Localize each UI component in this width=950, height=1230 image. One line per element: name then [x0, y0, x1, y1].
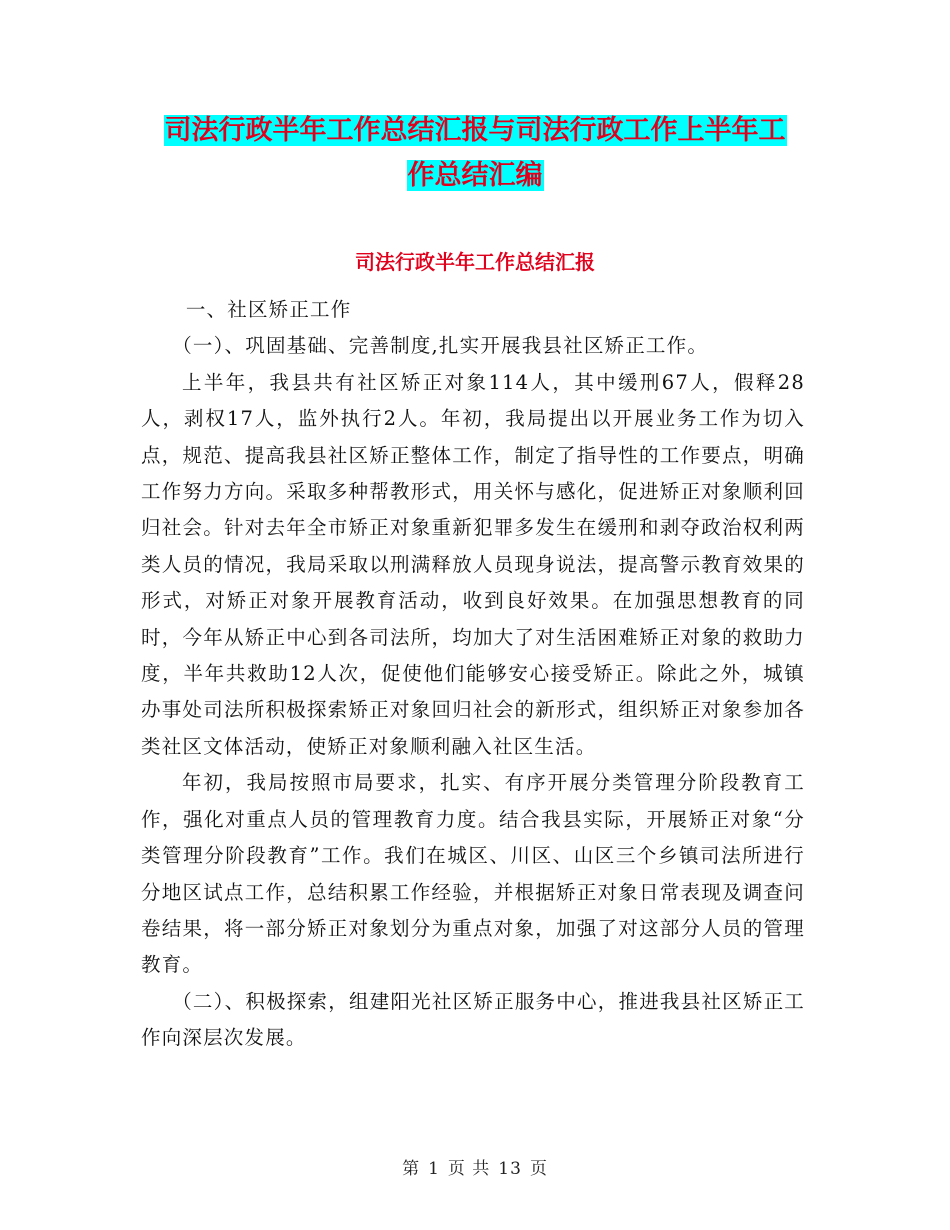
section-title: 司法行政半年工作总结汇报 [355, 250, 595, 274]
page-total: 13 [498, 1159, 522, 1179]
subheading-two: （二）、积极探索，组建阳光社区矫正服务中心，推进我县社区矫正工作向深层次发展。 [141, 989, 805, 1050]
document-title-line2: 作总结汇编 [407, 160, 543, 191]
document-title [140, 108, 810, 198]
heading-community-correction: 一、社区矫正工作 [185, 298, 352, 321]
document-title-line1: 司法行政半年工作总结汇报与司法行政工作上半年工 [164, 115, 786, 146]
paragraph: 年初，我局按照市局要求，扎实、有序开展分类管理分阶段教育工作，强化对重点人员的管理教育力度。结合我县实际，开展矫正对象“分类管理分阶段教育”工作。我们在城区、川区、山区三个乡镇司法所进行分地区试点工作，总结积累工作经验，并根据矫正对象日常表现及调查问卷结果，将一部分矫正对象划分为重点对象，加强了对这部分人员的管理教育。 [141, 771, 805, 977]
document-body [141, 292, 805, 1057]
subheading-one: （一）、巩固基础、完善制度,扎实开展我县社区矫正工作。 [172, 334, 709, 358]
page-number: 1 [428, 1159, 440, 1179]
footer-prefix: 第 [402, 1159, 421, 1179]
page-footer [0, 1154, 950, 1179]
footer-middle: 页 共 [447, 1159, 491, 1179]
paragraph: 上半年，我县共有社区矫正对象114人，其中缓刑67人，假释28人，剥权17人，监外执行2人。年初，我局提出以开展业务工作为切入点，规范、提高我县社区矫正整体工作，制定了指导性的工作要点，明确工作努力方向。采取多种帮教形式，用关怀与感化，促进矫正对象顺利回归社会。针对去年全市矫正对象重新犯罪多发生在缓刑和剥夺政治权利两类人员的情况，我局采取以刑满释放人员现身说法，提高警示教育效果的形式，对矫正对象开展教育活动，收到良好效果。在加强思想教育的同时，今年从矫正中心到各司法所，均加大了对生活困难矫正对象的救助力度，半年共救助12人次，促使他们能够安心接受矫正。除此之外，城镇办事处司法所积极探索矫正对象回归社会的新形式，组织矫正对象参加各类社区文体活动，使矫正对象顺利融入社区生活。 [141, 370, 805, 758]
footer-suffix: 页 [529, 1159, 548, 1179]
